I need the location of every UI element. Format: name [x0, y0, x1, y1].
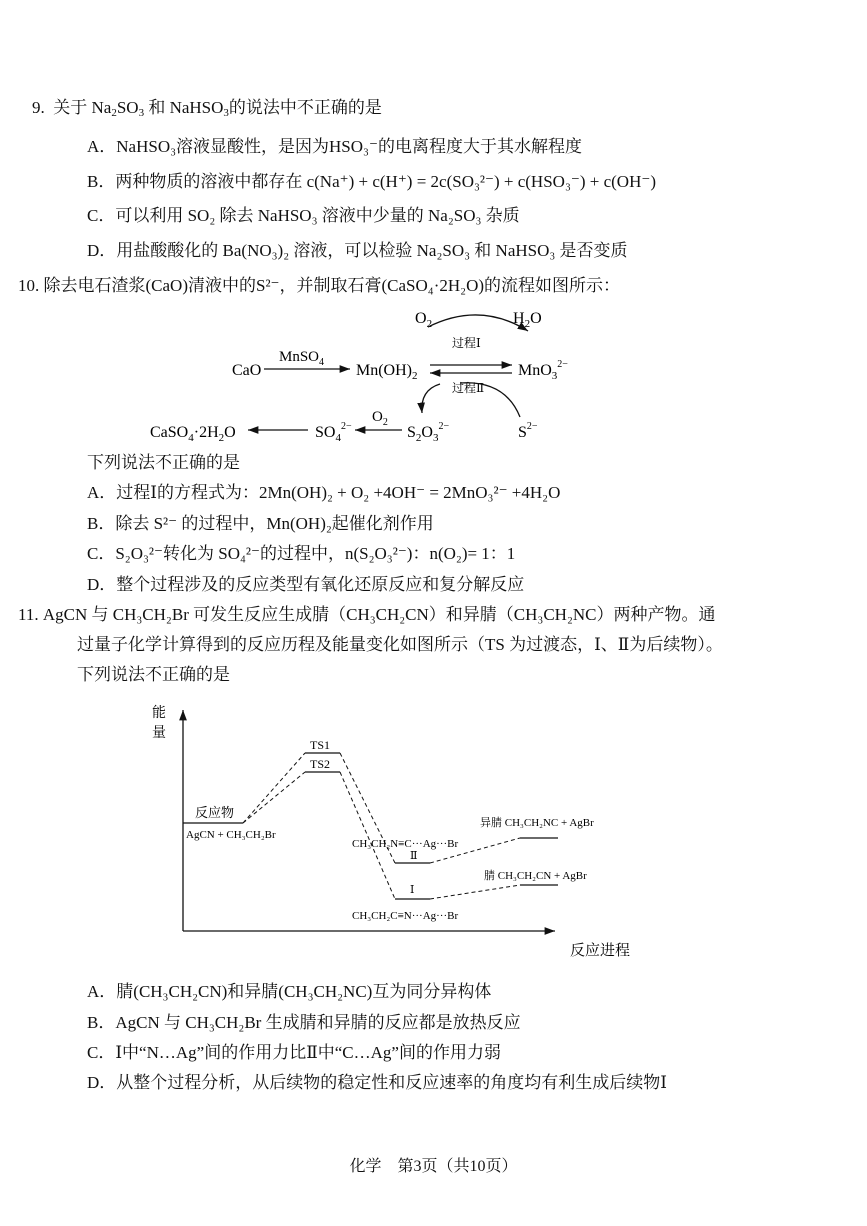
flow-mno3: MnO$_3^{2-}$ — [518, 359, 568, 382]
flow-caso4: $CaSO_4\cdot 2H_2O$ — [150, 424, 236, 444]
int1-label: Ⅰ — [410, 884, 415, 896]
q11-option-a: A．腈(CH₃CH₂CN)和异腈(CH₃CH₂NC)互为同分异构体 — [87, 982, 492, 1001]
int1-formula: CH₃CH₂C≡N···Ag···Br — [352, 910, 459, 922]
flow-process2-arc-left — [422, 384, 440, 413]
q11-option-b: B．AgCN 与 CH₃CH₂Br 生成腈和异腈的反应都是放热反应 — [87, 1013, 521, 1032]
nitrile-product-label: 腈 CH₃CH₂CN + AgBr — [484, 870, 587, 882]
y-axis-label-2: 量 — [152, 726, 166, 741]
q9-option-a: A．NaHSO₃溶液显酸性，是因为HSO₃⁻的电离程度大于其水解程度 — [87, 137, 582, 156]
flow-o2-mid: $O_2$ — [372, 409, 388, 428]
flow-process2-label: 过程Ⅱ — [452, 381, 485, 395]
q9-option-d: D．用盐酸酸化的 Ba(NO₃)₂ 溶液，可以检验 Na₂SO₃ 和 NaHSO₃ 是否变质 — [87, 241, 628, 260]
q9-stem: 9. 关于 $Na_2SO_3$ 和 NaHSO$_3$的说法中不正确的是 — [32, 98, 382, 119]
q9-option-c: C．可以利用 SO₂ 除去 NaHSO₃ 溶液中少量的 Na₂SO₃ 杂质 — [87, 206, 520, 225]
flow-h2o-top: $H_2O$ — [513, 310, 542, 330]
flow-so4: $SO_4^{2-}$ — [315, 421, 352, 444]
q11-stem-line2: 过量子化学计算得到的反应历程及能量变化如图所示（TS 为过渡态，Ⅰ、Ⅱ为后续物）。 — [77, 635, 723, 654]
q10-stem: 10. 除去电石渣浆(CaO)清液中的S²⁻，并制取石膏(CaSO₄·2H₂O)的流程如图所示： — [18, 276, 621, 295]
q10-flow-diagram — [0, 295, 867, 450]
y-axis-label-1: 能 — [152, 706, 166, 721]
flow-s2o3: $S_2O_3^{2-}$ — [407, 421, 450, 444]
q11-option-c: C．Ⅰ中“N…Ag”间的作用力比Ⅱ中“C…Ag”间的作用力弱 — [87, 1043, 501, 1062]
path-int1-product — [430, 885, 520, 899]
flow-o2-top: $O_2$ — [415, 310, 433, 330]
ts1-label: TS1 — [310, 738, 331, 752]
energy-diagram — [0, 695, 867, 970]
flow-cao: CaO — [232, 362, 262, 379]
flow-mnoh2: $Mn(OH)_2$ — [356, 362, 418, 382]
int2-formula: CH₃CH₂N≡C···Ag···Br — [352, 838, 459, 850]
q10-option-c: C．S₂O₃²⁻转化为 SO₄²⁻的过程中，n(S₂O₃²⁻)：n(O₂)= 1：1 — [87, 544, 516, 563]
q10-option-d: D．整个过程涉及的反应类型有氧化还原反应和复分解反应 — [87, 575, 525, 594]
ts2-label: TS2 — [310, 757, 331, 771]
q10-prompt: 下列说法不正确的是 — [87, 453, 240, 472]
q11-prompt: 下列说法不正确的是 — [77, 665, 230, 684]
q10-option-b: B．除去 S²⁻ 的过程中，Mn(OH)₂起催化剂作用 — [87, 514, 434, 533]
flow-process1-label: 过程Ⅰ — [452, 336, 481, 350]
reactant-formula: AgCN + CH₃CH₂Br — [186, 829, 276, 841]
path-ts2-int1 — [340, 772, 395, 899]
path-to-ts2 — [243, 772, 305, 823]
q11-option-d: D．从整个过程分析，从后续物的稳定性和反应速率的角度均有利生成后续物Ⅰ — [87, 1073, 667, 1092]
flow-mnso4: MnSO$_4$ — [279, 349, 325, 368]
path-to-ts1 — [243, 753, 305, 823]
flow-s2: $S^{2-}$ — [518, 421, 538, 441]
int2-label: Ⅱ — [410, 850, 418, 862]
q10-option-a: A．过程Ⅰ的方程式为：2Mn(OH)₂ + O₂ +4OH⁻ = 2MnO₃²⁻ +4H₂O — [87, 483, 561, 502]
q9-option-b: B．两种物质的溶液中都存在 c(Na⁺) + c(H⁺) = 2c(SO₃²⁻) + c(HSO₃⁻) + c(OH⁻) — [87, 172, 656, 191]
x-axis-label: 反应进程 — [570, 943, 631, 959]
page-footer: 化学 第3页（共10页） — [349, 1158, 518, 1175]
q11-stem-line1: 11. AgCN 与 CH₃CH₂Br 可发生反应生成腈（CH₃CH₂CN）和异腈（CH₃CH₂NC）两种产物。通 — [18, 605, 716, 624]
iso-product-label: 异腈 CH₃CH₂NC + AgBr — [480, 817, 594, 829]
reactant-label: 反应物 — [195, 805, 235, 820]
